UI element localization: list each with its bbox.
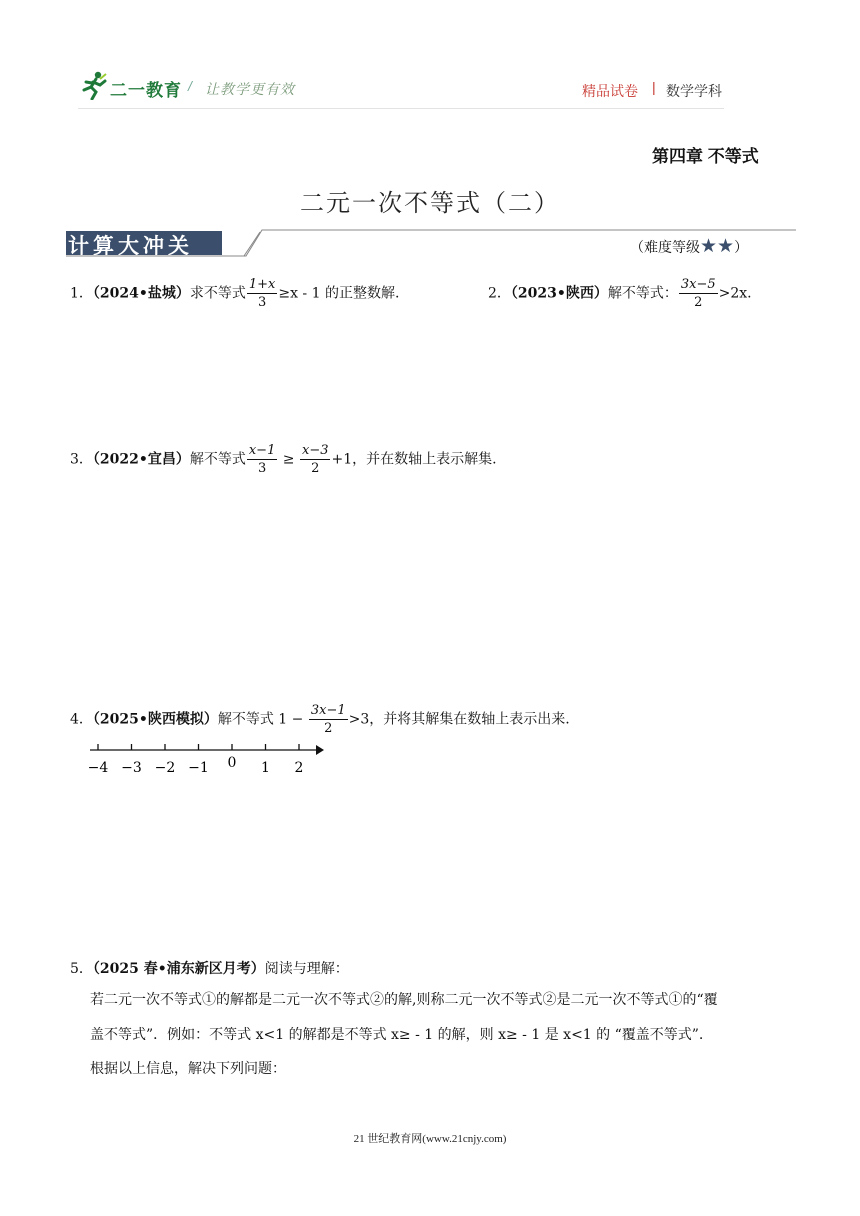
runner-logo-icon [78, 70, 108, 100]
question-source: （2022•宜昌） [92, 451, 190, 468]
number-line-tick-label: −4 [87, 760, 109, 776]
fraction [309, 704, 348, 735]
question-5 [70, 962, 349, 976]
fraction-denominator: 2 [324, 721, 333, 736]
fraction-numerator: 1+x [248, 277, 276, 292]
question-number: 1． [70, 285, 93, 302]
fraction [247, 278, 278, 309]
question-source: （2025•陕西模拟） [92, 711, 218, 728]
fraction-numerator: x−3 [301, 443, 329, 458]
question-text: 求不等式 [189, 285, 246, 302]
fraction-numerator: x−1 [248, 443, 276, 458]
fraction-denominator: 3 [257, 461, 267, 476]
question-text-tail: +1，并在数轴上表示解集. [331, 451, 497, 468]
tag-separator: | [652, 79, 656, 95]
question-number: 2． [488, 285, 511, 302]
passage-line-1: 若二元一次不等式①的解都是二元一次不等式②的解,则称二元一次不等式②是二元一次不等式①的“覆 [90, 992, 718, 1008]
page-title: 二元一次不等式（二） [300, 191, 560, 217]
chapter-heading: 第四章 不等式 [652, 147, 759, 166]
page-footer: 21 世纪教育网(www.21cnjy.com) [353, 1133, 507, 1145]
number-line-tick-label: −3 [121, 760, 142, 776]
difficulty-rating [630, 235, 748, 258]
passage-line-2: 盖不等式”．例如：不等式 x<1 的解都是不等式 x≥ - 1 的解，则 x≥ - 1 是 x<1 的 “覆盖不等式”. [90, 1027, 704, 1043]
question-text-tail: ≥x - 1 的正整数解. [278, 285, 400, 302]
difficulty-label: （难度等级 [630, 241, 700, 256]
number-line-tick-label: −1 [188, 760, 209, 776]
header-divider [78, 108, 724, 109]
section-banner-label: 计算大冲关 [68, 235, 193, 258]
question-source: （2023•陕西） [510, 285, 608, 302]
fraction-denominator: 2 [694, 295, 703, 310]
fraction-denominator: 3 [257, 295, 267, 310]
passage-line-3: 根据以上信息，解决下列问题： [90, 1061, 286, 1077]
brand-slogan: 让教学更有效 [205, 81, 295, 97]
fraction-denominator: 2 [311, 461, 320, 476]
question-3 [70, 444, 497, 475]
brand-separator: / [188, 78, 192, 94]
question-text: 解不等式： [607, 285, 678, 302]
subject-tag: 数学学科 [666, 83, 722, 99]
fraction [679, 278, 718, 309]
quality-tag: 精品试卷 [582, 83, 638, 99]
brand-name: 二一教育 [110, 81, 182, 100]
question-text-tail: >2x. [718, 285, 752, 302]
question-number: 5． [70, 961, 93, 977]
question-text-tail: >3，并将其解集在数轴上表示出来. [348, 711, 570, 728]
question-text: 阅读与理解： [264, 961, 349, 977]
question-number: 3． [70, 451, 93, 468]
question-source: （2024•盐城） [92, 285, 190, 302]
inequality-sign: ≥ [278, 451, 299, 468]
number-line-tick-label: −2 [154, 760, 176, 776]
question-number: 4． [70, 711, 93, 728]
fraction-numerator: 3x−5 [680, 277, 716, 292]
fraction [247, 444, 278, 475]
question-text: 解不等式 [189, 451, 246, 468]
difficulty-close: ） [734, 241, 749, 256]
number-line [86, 740, 326, 780]
number-line-tick-label: 1 [261, 760, 270, 776]
number-line-tick-label: 0 [227, 755, 237, 771]
star-icon: ★★ [700, 236, 735, 257]
question-4 [70, 704, 570, 735]
question-text: 解不等式 1 − [217, 711, 308, 728]
question-source: （2025 春•浦东新区月考） [92, 961, 265, 977]
question-1 [70, 278, 399, 309]
fraction [300, 444, 331, 475]
number-line-tick-label: 2 [294, 760, 304, 776]
arrow-right-icon [316, 745, 324, 755]
question-2 [488, 278, 752, 309]
fraction-numerator: 3x−1 [310, 703, 346, 718]
